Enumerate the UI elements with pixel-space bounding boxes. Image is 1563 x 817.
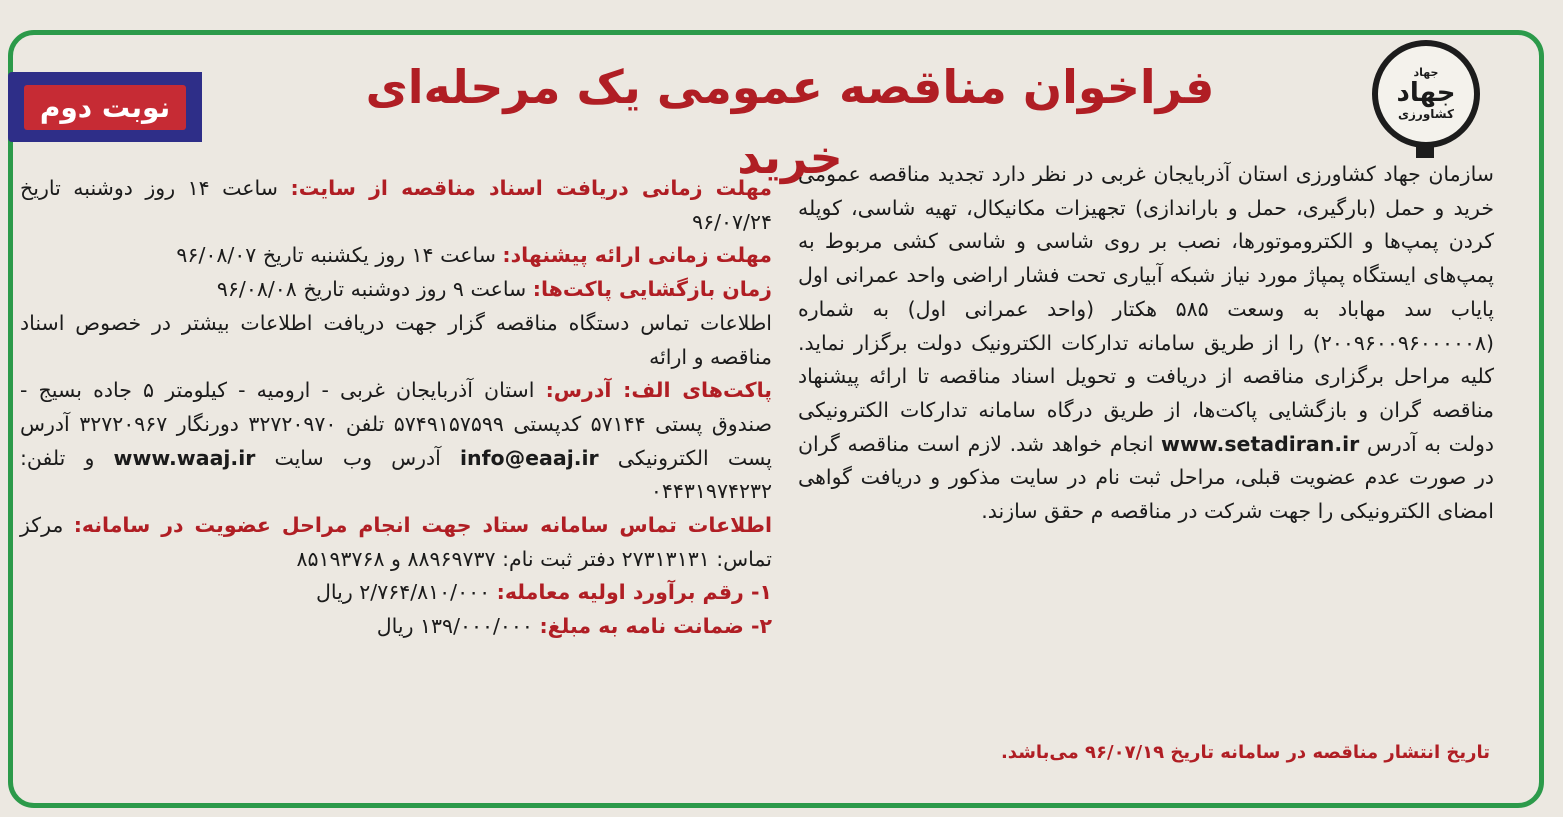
publish-date-note: تاریخ انتشار مناقصه در سامانه تاریخ ۹۶/۰۷/۱۹ می‌باشد. xyxy=(1000,742,1490,763)
address-label: پاکت‌های الف: آدرس: xyxy=(545,378,772,403)
contact-info-text: اطلاعات تماس دستگاه مناقصه گزار جهت دریافت اطلاعات بیشتر در خصوص اسناد مناقصه و ارائه xyxy=(20,310,772,369)
web-label: آدرس وب سایت xyxy=(274,445,441,470)
setadiran-link[interactable]: www.setadiran.ir xyxy=(1161,431,1360,456)
setad-contact-value: مرکز تماس: ۲۷۳۱۳۱۳۱ دفتر ثبت نام: ۸۸۹۶۹۷۳۷ و ۸۵۱۹۳۷۶۸ xyxy=(20,513,772,571)
phone-tail: و تلفن: ۰۴۴۳۱۹۷۴۲۳۲ xyxy=(20,445,772,504)
round-badge-label: نوبت دوم xyxy=(24,85,186,130)
guarantee-value: ۱۳۹/۰۰۰/۰۰۰ ریال xyxy=(376,614,533,639)
announcement-body xyxy=(798,158,1494,529)
estimate-line xyxy=(20,576,772,610)
offer-deadline-label: مهلت زمانی ارائه پیشنهاد: xyxy=(502,243,772,268)
offer-deadline xyxy=(20,239,772,273)
docs-deadline xyxy=(20,172,772,239)
round-badge xyxy=(8,72,202,142)
tender-details xyxy=(20,172,772,644)
jahad-keshavarzi-logo xyxy=(1372,40,1480,148)
logo-line-top: جهاد xyxy=(1413,66,1439,79)
opening-time xyxy=(20,273,772,307)
announcement-text: سازمان جهاد کشاورزی استان آذربایجان غربی در نظر دارد تجدید مناقصه عمومی خرید و حمل (بارگیری، حمل و باراندازی) تجهیزات مکانیکال، تهیه شاسی، کوپله کردن پمپ‌ها و الکتروموتورها، نصب بر روی شاسی و شاسی کشی مربوط به پمپ‌های ایستگاه پمپاژ مورد نیاز شبکه آبیاری تحت فشار اراضی واحد عمرانی اول پایاب سد مهاباد به وسعت ۵۸۵ هکتار (واحد عمرانی اول) به شماره (۲۰۰۹۶۰۰۹۶۰۰۰۰۰۸) را از طریق سامانه تدارکات الکترونیک دولت برگزار نماید. کلیه مراحل برگزاری مناقصه از دریافت و تحویل اسناد مناقصه تا ارائه پیشنهاد مناقصه گران و بازگشایی پاکت‌ها، از طریق درگاه سامانه تدارکات الکترونیکی دولت به آدرس xyxy=(798,162,1494,456)
estimate-label: ۱- رقم برآورد اولیه معامله: xyxy=(496,580,772,605)
guarantee-line xyxy=(20,610,772,644)
docs-deadline-value: ساعت ۱۴ روز دوشنبه تاریخ ۹۶/۰۷/۲۴ xyxy=(20,176,772,234)
contact-info xyxy=(20,307,772,374)
offer-deadline-value: ساعت ۱۴ روز یکشنبه تاریخ ۹۶/۰۸/۰۷ xyxy=(176,243,496,268)
logo-stem xyxy=(1416,146,1434,158)
web-link[interactable]: www.waaj.ir xyxy=(113,445,256,470)
announcement-text-end: انجام خواهد شد. لازم است مناقصه گران در صورت عدم عضویت قبلی، مراحل ثبت نام در سایت مذکور و دریافت گواهی امضای الکترونیکی را جهت شرکت در مناقصه م حقق سازند. xyxy=(798,431,1494,524)
docs-deadline-label: مهلت زمانی دریافت اسناد مناقصه از سایت: xyxy=(290,176,772,200)
estimate-value: ۲/۷۶۴/۸۱۰/۰۰۰ ریال xyxy=(316,580,491,605)
opening-time-value: ساعت ۹ روز دوشنبه تاریخ ۹۶/۰۸/۰۸ xyxy=(216,277,527,302)
address-value: استان آذربایجان غربی - ارومیه - کیلومتر ۵ جاده بسیج - صندوق پستی ۵۷۱۴۴ کدپستی ۵۷۴۹۱۵۷۵۹۹ تلفن ۳۲۷۲۰۹۷۰ دورنگار ۳۲۷۲۰۹۶۷ آدرس پست الکترونیکی xyxy=(20,378,772,470)
announcement-paragraph xyxy=(798,158,1494,529)
page-title: فراخوان مناقصه عمومی یک مرحله‌ای خرید xyxy=(365,60,1215,184)
setad-contact-label: اطلاعات تماس سامانه ستاد جهت انجام مراحل عضویت در سامانه: xyxy=(73,513,772,538)
address-block xyxy=(20,374,772,509)
guarantee-label: ۲- ضمانت نامه به مبلغ: xyxy=(539,614,772,639)
logo-line-main: جهاد xyxy=(1396,78,1456,108)
setad-contact xyxy=(20,509,772,576)
opening-time-label: زمان بازگشایی پاکت‌ها: xyxy=(532,277,772,302)
email-link[interactable]: info@eaaj.ir xyxy=(460,445,599,470)
logo-line-bottom: کشاورزی xyxy=(1398,107,1454,121)
